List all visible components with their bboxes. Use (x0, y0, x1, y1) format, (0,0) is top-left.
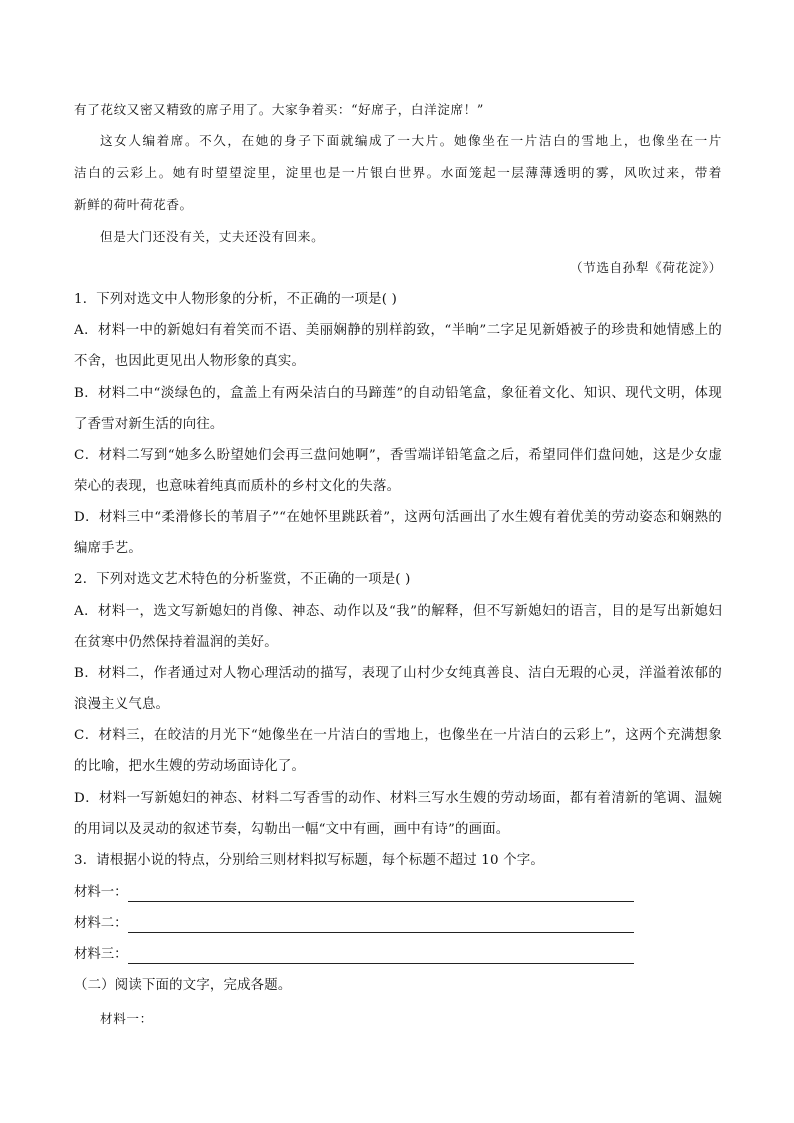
passage-line: 这女人编着席。不久，在她的身子下面就编成了一大片。她像坐在一片洁白的雪地上，也像坐在一片 (100, 133, 722, 148)
option-text: C．材料二写到“她多么盼望她们会再三盘问她啊”，香雪端详铅笔盒之后，希望同伴们盘问她，这是少女虚 (74, 448, 722, 463)
option-text: D．材料三中“柔滑修长的苇眉子”“在她怀里跳跃着”，这两句活画出了水生嫂有着优美的劳动姿态和娴熟的 (74, 510, 722, 525)
option-text: 荣心的表现，也意味着纯真而质朴的乡村文化的失落。 (74, 479, 401, 494)
passage-line: 有了花纹又密又精致的席子用了。大家争着买：“好席子，白洋淀席！” (74, 102, 484, 117)
option-text: 了香雪对新生活的向往。 (74, 417, 224, 432)
answer-label: 材料二： (74, 916, 128, 931)
option-text: A．材料一，选文写新媳妇的肖像、神态、动作以及“我”的解释，但不写新媳妇的语言，目的是写出新媳妇 (74, 604, 722, 619)
passage-line: 但是大门还没有关，丈夫还没有回来。 (100, 229, 325, 244)
passage-source: （节选自孙犁《荷花淀》） (569, 260, 722, 275)
answer-row-material-1 (74, 884, 634, 904)
answer-blank-line[interactable] (128, 901, 634, 902)
option-text: C．材料三，在皎洁的月光下“她像坐在一片洁白的雪地上，也像坐在一片洁白的云彩上”，这两个充满想象 (74, 728, 722, 743)
answer-row-material-3 (74, 946, 634, 966)
answer-label: 材料一： (74, 885, 128, 900)
option-text: 的比喻，把水生嫂的劳动场面诗化了。 (74, 759, 306, 774)
question-stem: 3．请根据小说的特点，分别给三则材料拟写标题，每个标题不超过 10 个字。 (74, 853, 544, 868)
option-text: B．材料二中“淡绿色的，盒盖上有两朵洁白的马蹄莲”的自动铅笔盒，象征着文化、知识、现代文明，体现 (74, 386, 722, 401)
material-label: 材料一： (100, 1011, 153, 1026)
option-text: 浪漫主义气息。 (74, 697, 170, 712)
question-stem: 2．下列对选文艺术特色的分析鉴赏，不正确的一项是( ) (74, 572, 411, 587)
passage-line: 洁白的云彩上。她有时望望淀里，淀里也是一片银白世界。水面笼起一层薄薄透明的雾，风吹过来，带着 (74, 165, 722, 180)
option-text: 的用词以及灵动的叙述节奏，勾勒出一幅“文中有画，画中有诗”的画面。 (74, 822, 510, 837)
answer-blank-line[interactable] (128, 963, 634, 964)
answer-blank-line[interactable] (128, 932, 634, 933)
option-text: D．材料一写新媳妇的神态、材料二写香雪的动作、材料三写水生嫂的劳动场面，都有着清新的笔调、温婉 (74, 791, 722, 806)
answer-label: 材料三： (74, 947, 128, 962)
option-text: 在贫寒中仍然保持着温润的美好。 (74, 635, 278, 650)
answer-row-material-2 (74, 915, 634, 935)
question-stem: 1．下列对选文中人物形象的分析，不正确的一项是( ) (74, 292, 398, 307)
section-heading: （二）阅读下面的文字，完成各题。 (74, 978, 292, 993)
option-text: A．材料一中的新媳妇有着笑而不语、美丽娴静的别样韵致，“半晌”二字足见新婚被子的珍贵和她情感上的 (74, 323, 722, 338)
passage-line: 新鲜的荷叶荷花香。 (74, 197, 193, 212)
option-text: B．材料二，作者通过对人物心理活动的描写，表现了山村少女纯真善良、洁白无瑕的心灵，洋溢着浓郁的 (74, 666, 722, 681)
option-text: 编席手艺。 (74, 541, 142, 556)
option-text: 不舍，也因此更见出人物形象的真实。 (74, 354, 306, 369)
